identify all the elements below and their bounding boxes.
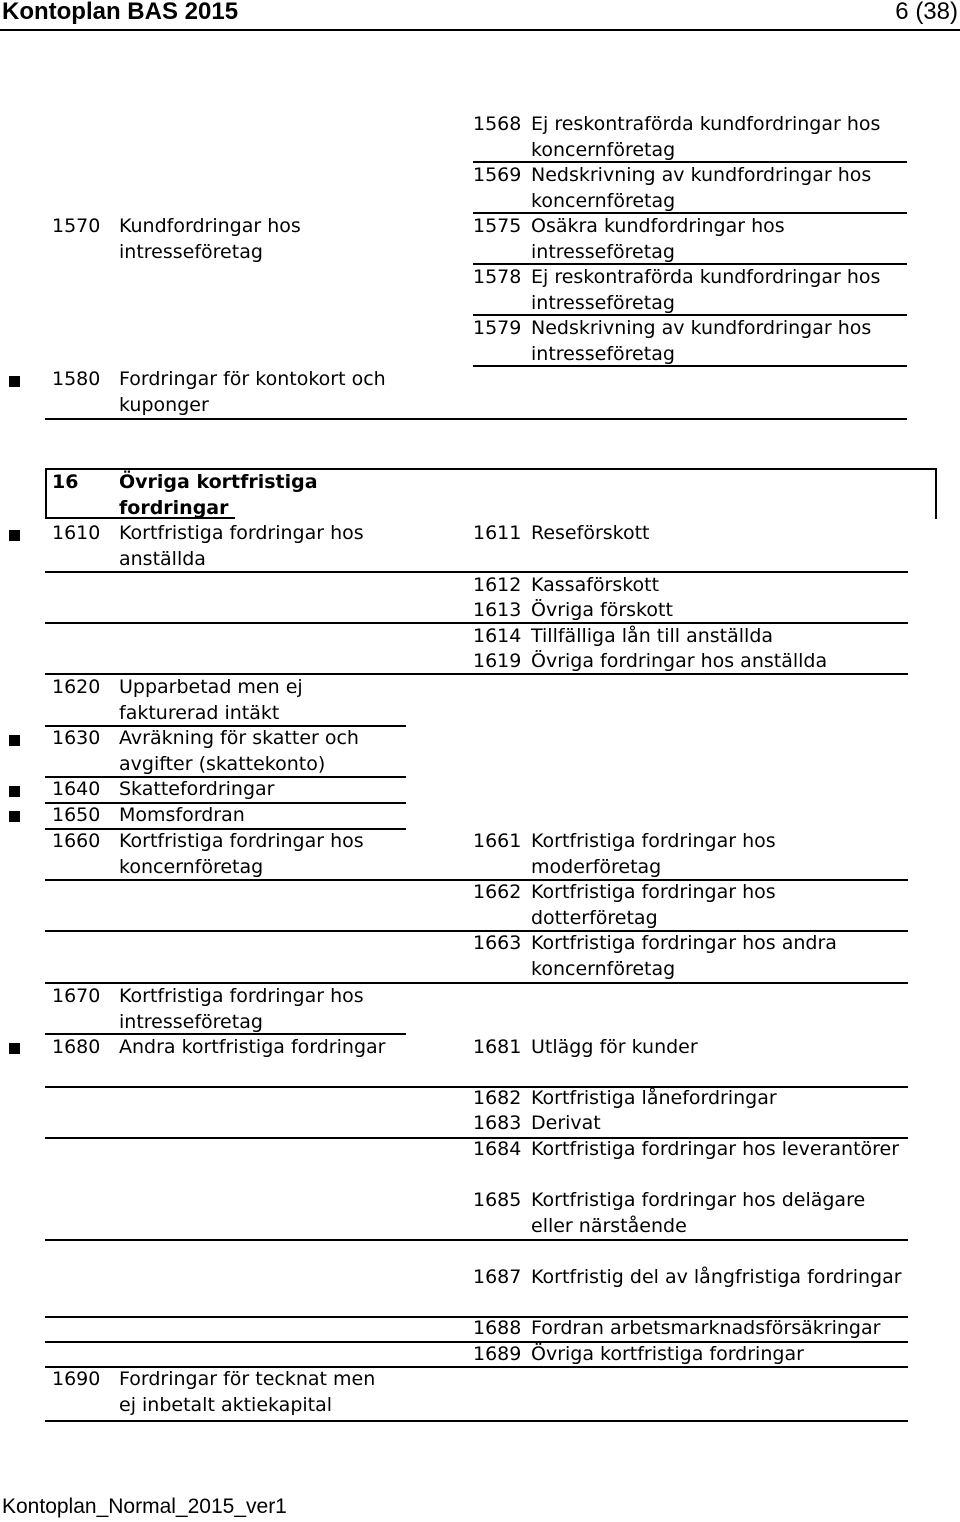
account-name: Övriga kortfristiga fordringar	[531, 1343, 804, 1365]
account-number: 1680	[52, 1036, 101, 1058]
account-row	[473, 163, 907, 214]
account-number: 1685	[473, 1189, 522, 1211]
account-number: 1687	[473, 1266, 522, 1288]
bullet-icon	[9, 1043, 20, 1054]
account-number: 1613	[473, 599, 522, 621]
section-divider	[45, 418, 907, 420]
account-name: Kortfristig del av långfristiga fordringar	[531, 1266, 902, 1288]
account-number: 1684	[473, 1138, 522, 1160]
group-title: Övriga kortfristiga fordringar	[119, 471, 318, 519]
group-number: 16	[52, 471, 79, 493]
bullet-icon	[9, 735, 20, 746]
section-divider	[45, 1420, 908, 1422]
row-divider	[45, 1239, 908, 1241]
account-name: Fordringar för tecknat men ej inbetalt aktiekapital	[119, 1368, 376, 1416]
account-row	[52, 1035, 396, 1087]
account-name: Kortfristiga fordringar hos anställda	[119, 522, 364, 570]
account-row	[473, 112, 907, 163]
account-name: Momsfordran	[119, 804, 245, 826]
account-number: 1662	[473, 881, 522, 903]
bullet-icon	[9, 376, 20, 387]
account-name: Ej reskontraförda kundfordringar hos intresseföretag	[531, 266, 881, 314]
account-name: Kortfristiga fordringar hos dotterföretag	[531, 881, 776, 929]
account-name: Derivat	[531, 1112, 601, 1134]
account-name: Andra kortfristiga fordringar	[119, 1036, 386, 1058]
account-name: Reseförskott	[531, 522, 650, 544]
account-number: 1670	[52, 985, 101, 1007]
account-number: 1611	[473, 522, 522, 544]
account-number: 1569	[473, 164, 522, 186]
account-name: Tillfälliga lån till anställda	[531, 625, 774, 647]
account-number: 1614	[473, 625, 522, 647]
account-number: 1579	[473, 317, 522, 339]
account-name: Upparbetad men ej fakturerad intäkt	[119, 676, 303, 724]
account-number: 1578	[473, 266, 522, 288]
account-name: Kortfristiga fordringar hos koncernföretag	[119, 830, 364, 878]
account-number: 1619	[473, 650, 522, 672]
account-number: 1568	[473, 113, 522, 135]
account-name: Ej reskontraförda kundfordringar hos koncernföretag	[531, 113, 881, 161]
account-name: Kortfristiga lånefordringar	[531, 1087, 777, 1109]
account-name: Kortfristiga fordringar hos intresseföretag	[119, 985, 364, 1033]
account-row	[473, 316, 907, 367]
account-number: 1683	[473, 1112, 522, 1134]
account-name: Utlägg för kunder	[531, 1036, 698, 1058]
account-name: Kassaförskott	[531, 574, 660, 596]
account-row	[52, 984, 396, 1035]
account-number: 1690	[52, 1368, 101, 1390]
account-number: 1580	[52, 368, 101, 390]
account-name: Fordran arbetsmarknadsförsäkringar	[531, 1317, 881, 1339]
account-number: 1620	[52, 676, 101, 698]
account-number: 1661	[473, 830, 522, 852]
account-row	[52, 829, 396, 881]
account-name: Nedskrivning av kundfordringar hos koncernföretag	[531, 164, 872, 212]
account-number: 1681	[473, 1036, 522, 1058]
account-number: 1650	[52, 804, 101, 826]
account-row	[52, 675, 396, 726]
footer-text: Kontoplan_Normal_2015_ver1	[2, 1495, 287, 1518]
account-row	[473, 214, 907, 265]
account-name: Övriga fordringar hos anställda	[531, 650, 828, 672]
account-number: 1660	[52, 830, 101, 852]
account-name: Nedskrivning av kundfordringar hos intresseföretag	[531, 317, 872, 365]
account-row	[52, 777, 396, 803]
account-number: 1640	[52, 778, 101, 800]
account-name: Kortfristiga fordringar hos delägare eller närstående	[531, 1189, 866, 1237]
account-name: Kortfristiga fordringar hos andra koncernföretag	[531, 932, 837, 980]
account-name: Kundfordringar hos intresseföretag	[119, 215, 301, 263]
page-number: 6 (38)	[895, 0, 958, 25]
account-number: 1575	[473, 215, 522, 237]
account-number: 1610	[52, 522, 101, 544]
account-name: Kortfristiga fordringar hos moderföretag	[531, 830, 776, 878]
account-name: Fordringar för kontokort och kuponger	[119, 368, 386, 416]
header-rule	[0, 29, 960, 31]
account-row	[52, 726, 396, 777]
bullet-icon	[9, 530, 20, 541]
account-row	[52, 367, 396, 419]
account-number: 1612	[473, 574, 522, 596]
page-title: Kontoplan BAS 2015	[2, 0, 239, 25]
account-number: 1630	[52, 727, 101, 749]
account-name: Osäkra kundfordringar hos intresseföretag	[531, 215, 785, 263]
account-number: 1689	[473, 1343, 522, 1365]
account-number: 1688	[473, 1317, 522, 1339]
account-row	[52, 521, 396, 573]
account-number: 1570	[52, 215, 101, 237]
account-row	[473, 265, 907, 316]
account-name: Skattefordringar	[119, 778, 275, 800]
bullet-icon	[9, 811, 20, 822]
account-name: Övriga förskott	[531, 599, 673, 621]
account-row	[52, 803, 396, 829]
account-name: Avräkning för skatter och avgifter (skattekonto)	[119, 727, 359, 775]
account-name: Kortfristiga fordringar hos leverantörer	[531, 1138, 900, 1160]
bullet-icon	[9, 786, 20, 797]
row-divider	[473, 365, 907, 367]
account-row	[52, 1367, 396, 1419]
account-row	[52, 214, 396, 265]
account-number: 1682	[473, 1087, 522, 1109]
account-number: 1663	[473, 932, 522, 954]
